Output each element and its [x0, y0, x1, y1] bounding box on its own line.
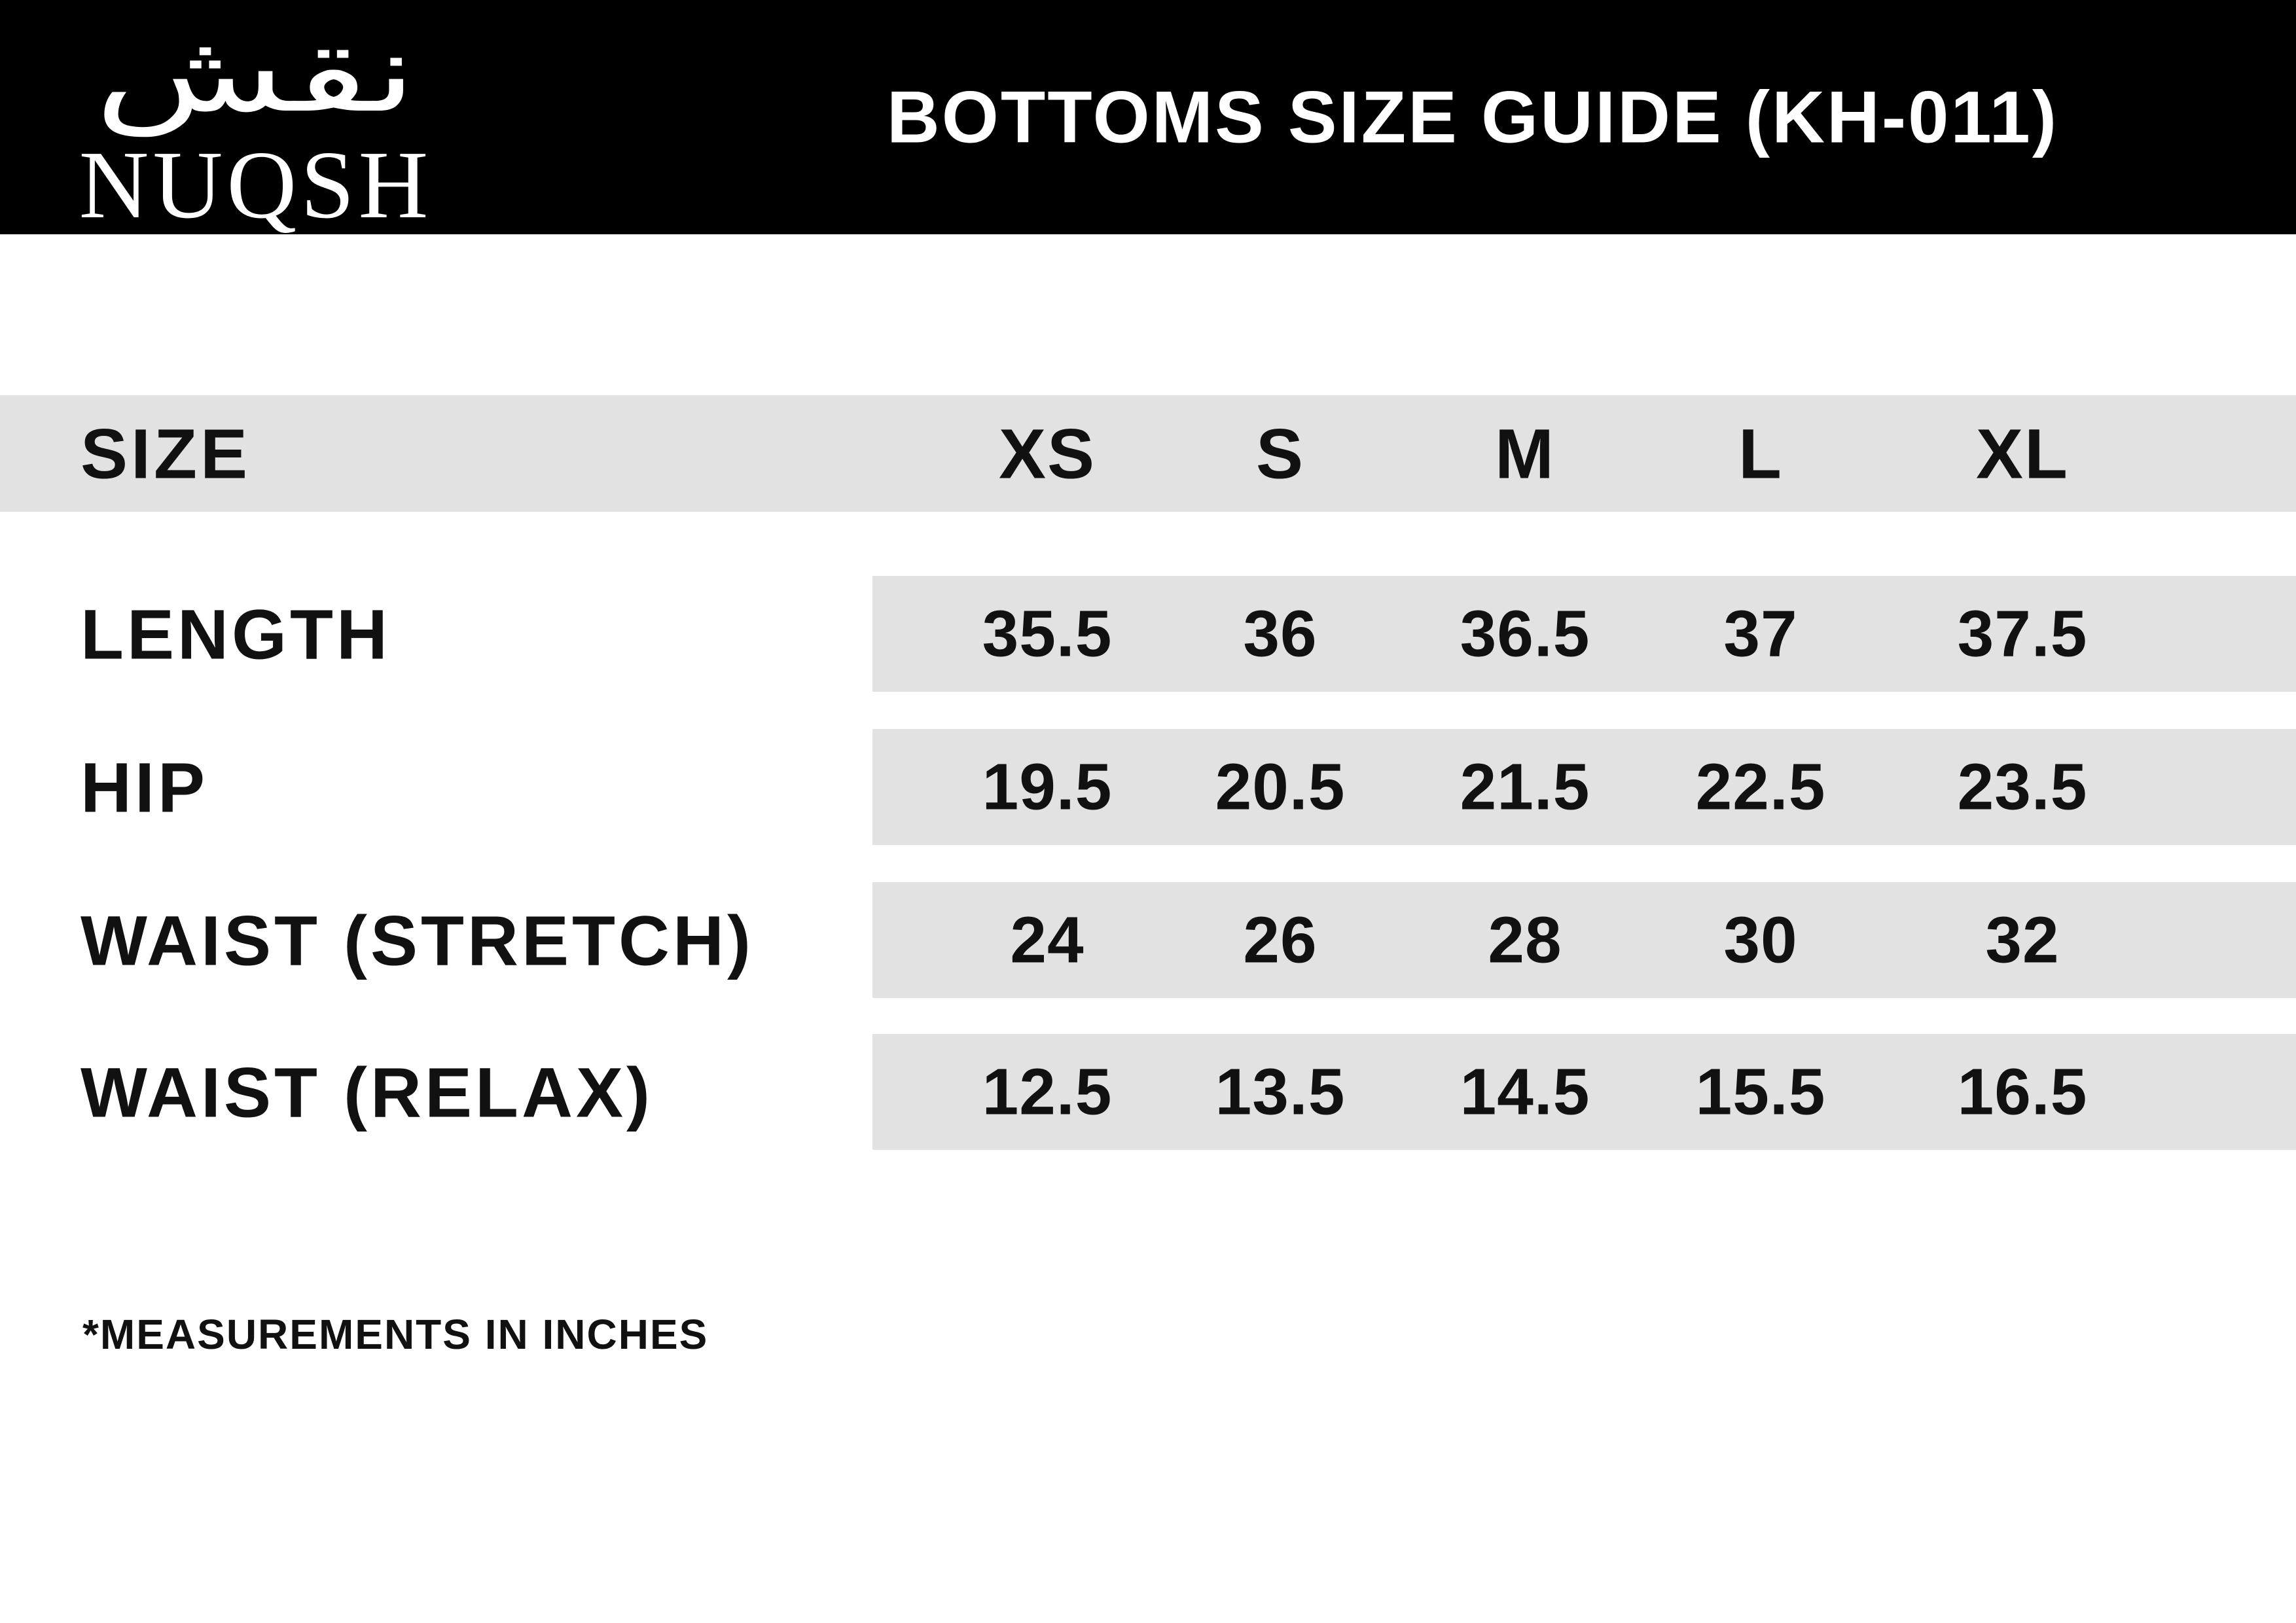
- hip-m: 21.5: [1460, 750, 1590, 823]
- nuqsh-arabic-calligraphy-logo: نقش: [94, 10, 417, 136]
- length-xs: 35.5: [982, 597, 1113, 670]
- hip-l: 22.5: [1695, 750, 1826, 823]
- row-label-waist-stretch: WAIST (STRETCH): [81, 901, 754, 980]
- waist-stretch-l: 30: [1723, 903, 1798, 976]
- brand-logo: [77, 7, 434, 239]
- waist-relax-xl: 16.5: [1957, 1055, 2088, 1128]
- brand-name: NUQSH: [79, 132, 433, 239]
- size-header-row: [0, 395, 2296, 512]
- length-m: 36.5: [1460, 597, 1590, 670]
- size-column-xs: XS: [998, 414, 1096, 493]
- length-xl: 37.5: [1957, 597, 2088, 670]
- size-column-m: M: [1495, 414, 1555, 493]
- waist-stretch-xs: 24: [1010, 903, 1085, 976]
- row-label-waist-relax: WAIST (RELAX): [81, 1052, 653, 1132]
- size-row-label: SIZE: [81, 414, 251, 493]
- waist-stretch-s: 26: [1243, 903, 1318, 976]
- page-title: BOTTOMS SIZE GUIDE (KH-011): [886, 76, 2059, 158]
- hip-s: 20.5: [1215, 750, 1346, 823]
- waist-stretch-m: 28: [1488, 903, 1562, 976]
- table-row-waist-stretch: [0, 882, 2296, 998]
- length-l: 37: [1723, 597, 1798, 670]
- table-row-hip: [0, 729, 2296, 845]
- header-bar: [0, 0, 2296, 239]
- value-band: [872, 1034, 2296, 1150]
- waist-relax-s: 13.5: [1215, 1055, 1346, 1128]
- hip-xs: 19.5: [982, 750, 1113, 823]
- waist-relax-l: 15.5: [1695, 1055, 1826, 1128]
- waist-stretch-xl: 32: [1985, 903, 2060, 976]
- value-band: [872, 882, 2296, 998]
- size-column-xl: XL: [1975, 414, 2070, 493]
- table-row-waist-relax: [0, 1034, 2296, 1150]
- value-band: [872, 576, 2296, 692]
- measurements-note: *MEASUREMENTS IN INCHES: [82, 1311, 709, 1358]
- waist-relax-m: 14.5: [1460, 1055, 1590, 1128]
- length-s: 36: [1243, 597, 1318, 670]
- hip-xl: 23.5: [1957, 750, 2088, 823]
- row-label-length: LENGTH: [81, 594, 391, 673]
- size-column-s: S: [1255, 414, 1305, 493]
- value-band: [872, 729, 2296, 845]
- size-column-l: L: [1738, 414, 1783, 493]
- table-row-length: [0, 576, 2296, 692]
- waist-relax-xs: 12.5: [982, 1055, 1113, 1128]
- row-label-hip: HIP: [81, 747, 209, 827]
